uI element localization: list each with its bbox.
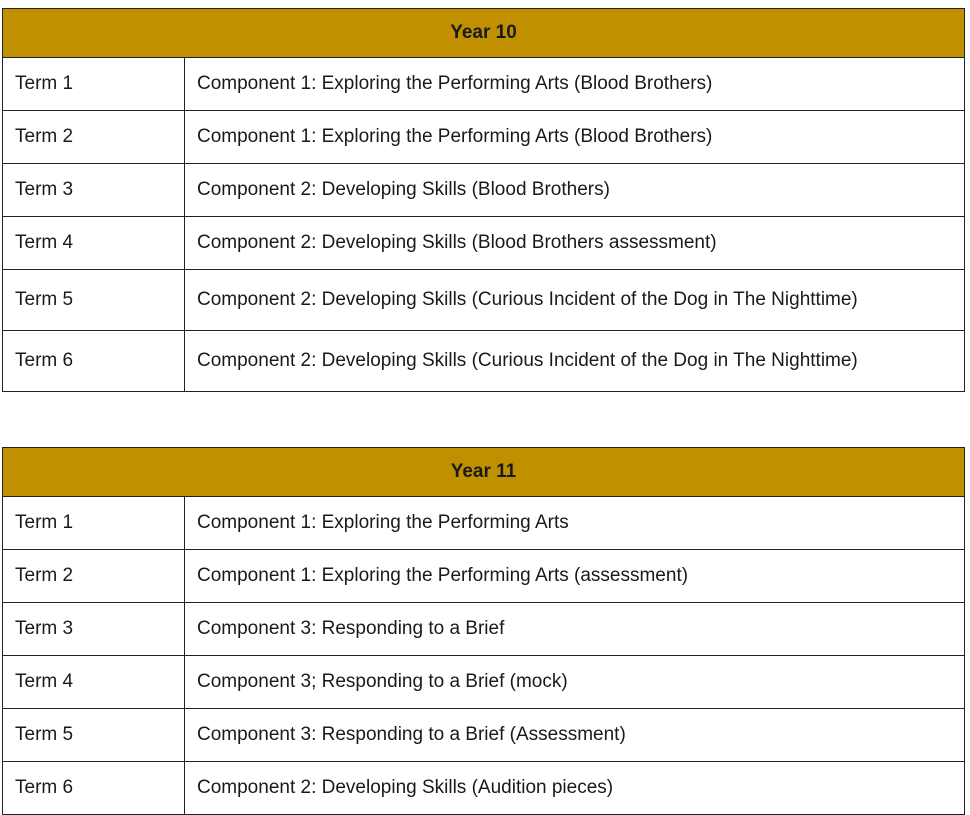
term-cell: Term 5 bbox=[3, 270, 185, 331]
term-cell: Term 4 bbox=[3, 217, 185, 270]
term-cell: Term 2 bbox=[3, 550, 185, 603]
content-cell: Component 2: Developing Skills (Blood Brothers assessment) bbox=[185, 217, 965, 270]
content-cell: Component 1: Exploring the Performing Arts (Blood Brothers) bbox=[185, 58, 965, 111]
content-cell: Component 2: Developing Skills (Blood Brothers) bbox=[185, 164, 965, 217]
table-row bbox=[3, 164, 965, 217]
table-row bbox=[3, 331, 965, 392]
table-row bbox=[3, 497, 965, 550]
content-cell: Component 1: Exploring the Performing Arts bbox=[185, 497, 965, 550]
table-row bbox=[3, 58, 965, 111]
content-cell: Component 3: Responding to a Brief (Assessment) bbox=[185, 709, 965, 762]
content-cell: Component 3: Responding to a Brief bbox=[185, 603, 965, 656]
table-header-row bbox=[3, 448, 965, 497]
year-11-table bbox=[2, 447, 965, 815]
year-10-table bbox=[2, 8, 965, 392]
table-row bbox=[3, 656, 965, 709]
content-cell: Component 1: Exploring the Performing Arts (Blood Brothers) bbox=[185, 111, 965, 164]
table-row bbox=[3, 709, 965, 762]
term-cell: Term 5 bbox=[3, 709, 185, 762]
table-heading-year-11: Year 11 bbox=[3, 448, 965, 497]
content-cell: Component 2: Developing Skills (Curious Incident of the Dog in The Nighttime) bbox=[185, 270, 965, 331]
table-header-row bbox=[3, 9, 965, 58]
term-cell: Term 1 bbox=[3, 497, 185, 550]
table-heading-year-10: Year 10 bbox=[3, 9, 965, 58]
term-cell: Term 6 bbox=[3, 762, 185, 815]
term-cell: Term 6 bbox=[3, 331, 185, 392]
table-row bbox=[3, 603, 965, 656]
content-cell: Component 3; Responding to a Brief (mock) bbox=[185, 656, 965, 709]
term-cell: Term 1 bbox=[3, 58, 185, 111]
content-cell: Component 2: Developing Skills (Curious Incident of the Dog in The Nighttime) bbox=[185, 331, 965, 392]
content-cell: Component 1: Exploring the Performing Arts (assessment) bbox=[185, 550, 965, 603]
term-cell: Term 4 bbox=[3, 656, 185, 709]
term-cell: Term 2 bbox=[3, 111, 185, 164]
table-row bbox=[3, 762, 965, 815]
table-row bbox=[3, 217, 965, 270]
table-row bbox=[3, 270, 965, 331]
term-cell: Term 3 bbox=[3, 603, 185, 656]
content-cell: Component 2: Developing Skills (Audition pieces) bbox=[185, 762, 965, 815]
term-cell: Term 3 bbox=[3, 164, 185, 217]
table-row bbox=[3, 111, 965, 164]
table-row bbox=[3, 550, 965, 603]
